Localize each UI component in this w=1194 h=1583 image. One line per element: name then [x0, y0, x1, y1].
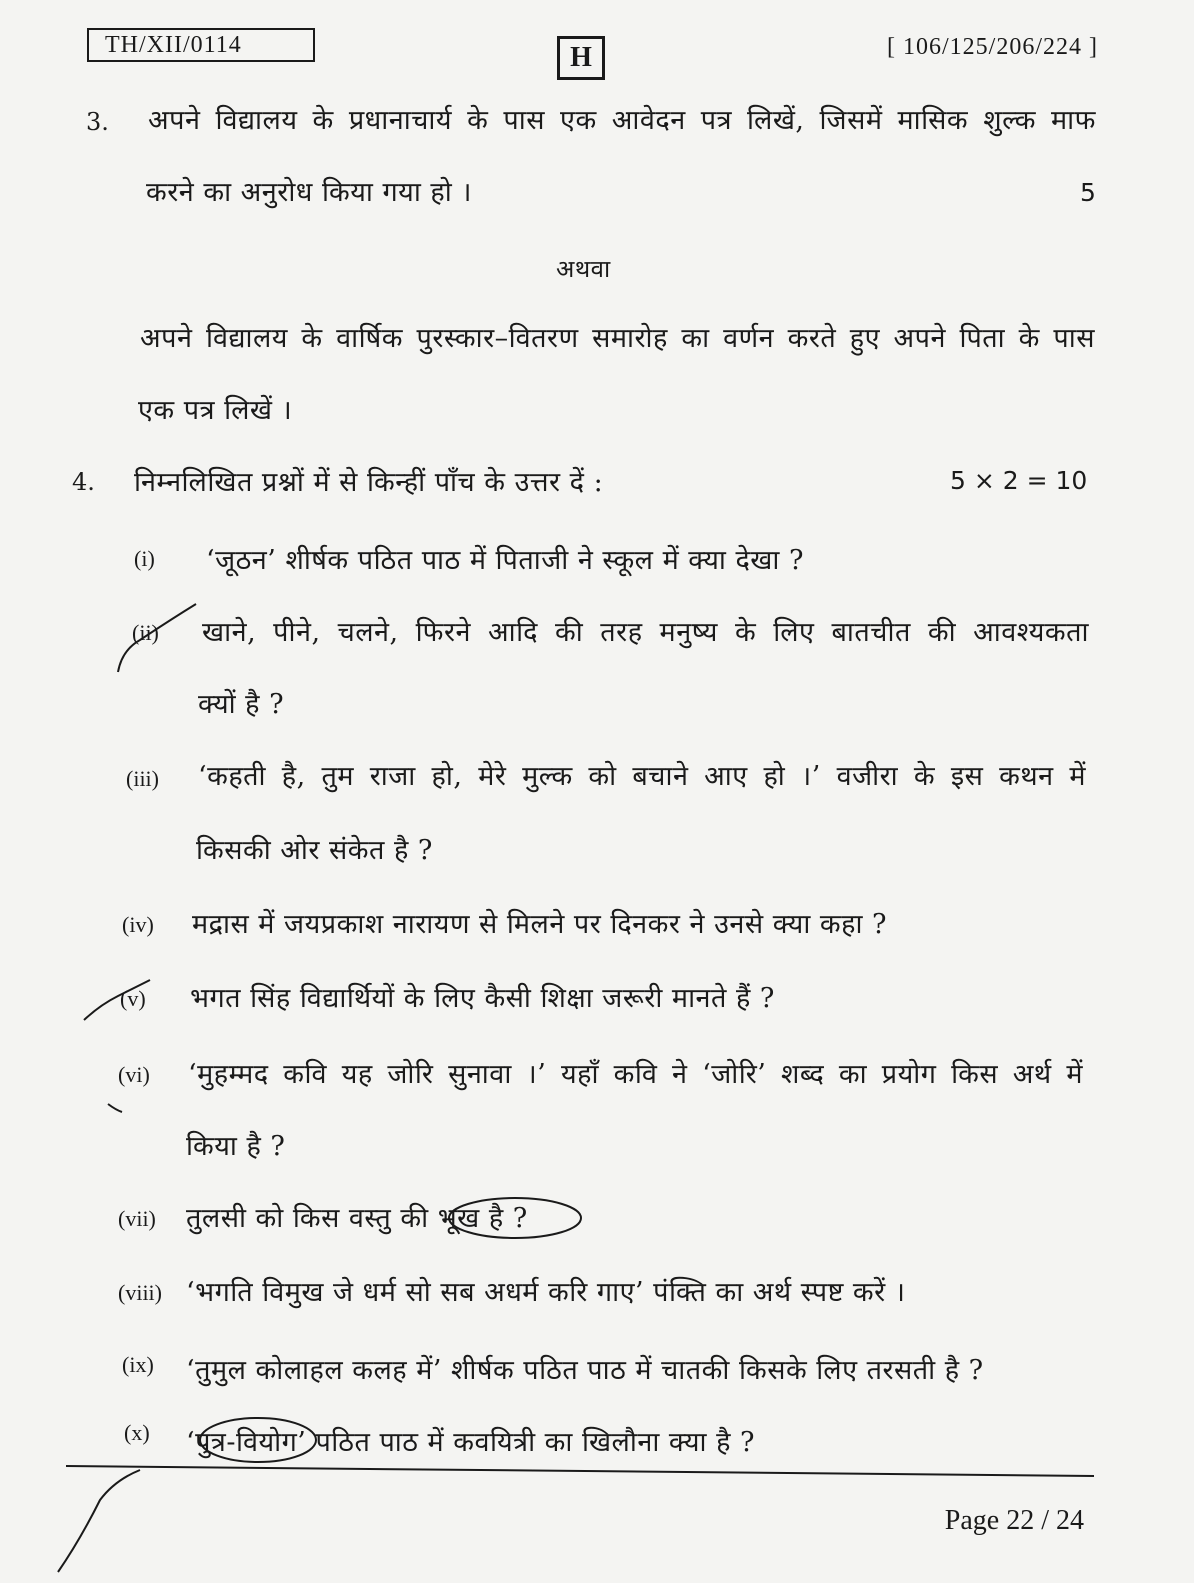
q4-item-text: किया है ?: [186, 1131, 286, 1162]
q4-item-number: (ix): [122, 1352, 154, 1377]
q4-item-number: (v): [120, 986, 146, 1011]
q4-item-number: (ii): [132, 620, 159, 645]
q4-item-text: क्यों है ?: [198, 689, 285, 720]
q4-item-number: (iii): [126, 766, 159, 791]
q4-number: 4.: [72, 468, 95, 496]
q3-marks: 5: [1080, 178, 1096, 207]
q4-item-text: ‘मुहम्मद कवि यह जोरि सुनावा ।’ यहाँ कवि ने ‘जोरि’ शब्द का प्रयोग किस अर्थ में: [188, 1059, 1083, 1090]
q4-item-number: (vii): [118, 1206, 156, 1231]
q4-item-number: (iv): [122, 912, 154, 937]
q3-alt-line-2: एक पत्र लिखें ।: [138, 395, 293, 426]
paper-code-box: TH/XII/0114: [87, 28, 315, 62]
q4-item-number: (i): [134, 546, 155, 571]
q4-item-text: भगत सिंह विद्यार्थियों के लिए कैसी शिक्षा जरूरी मानते हैं ?: [190, 983, 775, 1014]
signature-stroke: [58, 1470, 140, 1572]
q4-item-text: ‘तुमुल कोलाहल कलह में’ शीर्षक पठित पाठ में चातकी किसके लिए तरसती है ?: [186, 1355, 984, 1386]
set-label-box: H: [557, 36, 605, 80]
q4-item-text: खाने, पीने, चलने, फिरने आदि की तरह मनुष्य के लिए बातचीत की आवश्यकता: [202, 617, 1089, 648]
tick-mark: [108, 1104, 122, 1112]
q4-item-number: (x): [124, 1420, 150, 1445]
page-number: Page 22 / 24: [944, 1505, 1084, 1536]
q4-item-text: ‘भगति विमुख जे धर्म सो सब अधर्म करि गाए’ पंक्ति का अर्थ स्पष्ट करें ।: [186, 1277, 906, 1308]
q4-prompt: निम्नलिखित प्रश्नों में से किन्हीं पाँच के उत्तर दें :: [134, 467, 604, 498]
q4-marks: 5 × 2 = 10: [950, 466, 1088, 495]
q4-item-number: (viii): [118, 1280, 162, 1305]
or-heading: अथवा: [556, 255, 611, 283]
q4-item-text: तुलसी को किस वस्तु की भूख है ?: [186, 1203, 528, 1234]
q3-alt-line-1: अपने विद्यालय के वार्षिक पुरस्कार–वितरण समारोह का वर्णन करते हुए अपने पिता के पास: [140, 323, 1095, 354]
q4-item-text: मद्रास में जयप्रकाश नारायण से मिलने पर दिनकर ने उनसे क्या कहा ?: [192, 909, 888, 940]
subject-codes: [ 106/125/206/224 ]: [887, 34, 1098, 60]
q4-item-number: (vi): [118, 1062, 150, 1087]
q3-line-2: करने का अनुरोध किया गया हो ।: [146, 177, 473, 208]
bottom-rule: [66, 1466, 1094, 1476]
q4-item-text: ‘पुत्र-वियोग’ पठित पाठ में कवयित्री का खिलौना क्या है ?: [186, 1427, 755, 1458]
q3-number: 3.: [86, 108, 109, 136]
q4-item-text: ‘कहती है, तुम राजा हो, मेरे मुल्क को बचाने आए हो ।’ वजीरा के इस कथन में: [198, 761, 1086, 792]
q4-item-text: ‘जूठन’ शीर्षक पठित पाठ में पिताजी ने स्कूल में क्या देखा ?: [206, 545, 804, 576]
q3-line-1: अपने विद्यालय के प्रधानाचार्य के पास एक आवेदन पत्र लिखें, जिसमें मासिक शुल्क माफ: [148, 105, 1096, 136]
q4-item-text: किसकी ओर संकेत है ?: [196, 835, 433, 866]
